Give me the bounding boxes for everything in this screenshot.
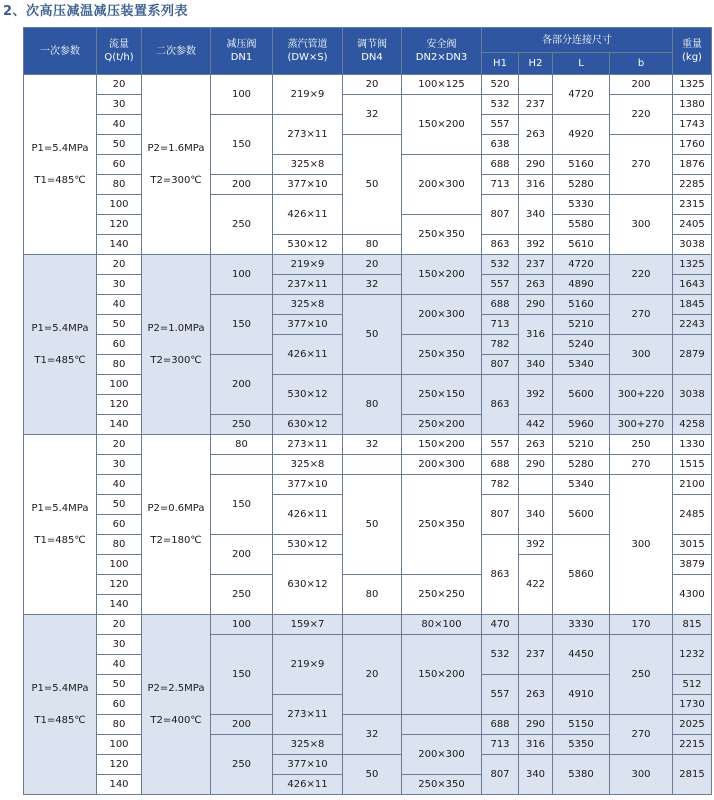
- secondary-params-cell: P2=0.6MPa T2=180℃: [142, 435, 211, 615]
- weight-cell: 3038: [673, 375, 712, 415]
- steam-cell: 273×11: [273, 115, 343, 155]
- dn1-cell: 250: [211, 415, 273, 435]
- h2-cell: 316: [519, 315, 553, 355]
- safety-cell: 250×250: [402, 575, 482, 615]
- b-cell: 200: [610, 75, 673, 95]
- table-row: [24, 715, 712, 735]
- flow-cell: 20: [97, 255, 142, 275]
- safety-cell: 250×350: [402, 215, 482, 255]
- h2-cell: 392: [519, 535, 553, 555]
- safety-cell: 200×300: [402, 155, 482, 215]
- b-cell: 300: [610, 195, 673, 255]
- l-cell: 5160: [553, 295, 610, 315]
- dn1-cell: 100: [211, 255, 273, 295]
- table-row: [24, 455, 712, 475]
- l-cell: 5150: [553, 715, 610, 735]
- h2-cell: 290: [519, 715, 553, 735]
- h1-cell: 807: [482, 355, 519, 375]
- flow-cell: 100: [97, 735, 142, 755]
- flow-cell: 40: [97, 295, 142, 315]
- table-row: [24, 275, 712, 295]
- h2-cell: 237: [519, 255, 553, 275]
- dn1-cell: 150: [211, 635, 273, 715]
- weight-cell: 512: [673, 675, 712, 695]
- table-row: [24, 635, 712, 655]
- h2-cell: 263: [519, 435, 553, 455]
- l-cell: 5600: [553, 495, 610, 535]
- weight-cell: 1845: [673, 295, 712, 315]
- weight-cell: 4258: [673, 415, 712, 435]
- l-cell: 3330: [553, 615, 610, 635]
- col-weight: 重量 (kg): [673, 28, 712, 75]
- table-body: [24, 75, 712, 795]
- h1-cell: 688: [482, 455, 519, 475]
- table-row: [24, 475, 712, 495]
- h1-cell: 557: [482, 675, 519, 715]
- dn1-cell: 200: [211, 175, 273, 195]
- safety-cell: 200×300: [402, 735, 482, 775]
- h1-cell: 807: [482, 495, 519, 535]
- b-cell: 220: [610, 255, 673, 295]
- dn4-cell: 80: [343, 575, 402, 615]
- col-dn4: 调节阀 DN4: [343, 28, 402, 75]
- weight-cell: 1330: [673, 435, 712, 455]
- l-cell: 5350: [553, 735, 610, 755]
- h2-cell: 316: [519, 175, 553, 195]
- h1-cell: 807: [482, 755, 519, 795]
- steam-cell: 630×12: [273, 415, 343, 435]
- l-cell: 5280: [553, 175, 610, 195]
- h1-cell: 532: [482, 635, 519, 675]
- weight-cell: 2815: [673, 755, 712, 795]
- l-cell: 5210: [553, 315, 610, 335]
- h2-cell: 392: [519, 235, 553, 255]
- safety-cell: 250×350: [402, 335, 482, 375]
- flow-cell: 60: [97, 515, 142, 535]
- weight-cell: 2879: [673, 335, 712, 375]
- l-cell: 4720: [553, 75, 610, 115]
- dn4-cell: 32: [343, 275, 402, 295]
- weight-cell: 2243: [673, 315, 712, 335]
- safety-cell: 250×200: [402, 415, 482, 435]
- h1-cell: 782: [482, 475, 519, 495]
- b-cell: 170: [610, 615, 673, 635]
- col-dims: 各部分连接尺寸: [482, 28, 673, 53]
- flow-cell: 50: [97, 135, 142, 155]
- weight-cell: 2485: [673, 495, 712, 535]
- h2-cell: 263: [519, 675, 553, 715]
- table-row: [24, 755, 712, 775]
- safety-cell: 150×200: [402, 435, 482, 455]
- safety-cell: 200×300: [402, 295, 482, 335]
- h1-cell: 688: [482, 295, 519, 315]
- dn4-cell: 20: [343, 75, 402, 95]
- dn4-cell: 50: [343, 475, 402, 575]
- h1-cell: 470: [482, 615, 519, 635]
- flow-cell: 140: [97, 595, 142, 615]
- primary-params-cell: P1=5.4MPa T1=485℃: [24, 435, 97, 615]
- l-cell: 5240: [553, 335, 610, 355]
- h1-cell: 688: [482, 155, 519, 175]
- steam-cell: 530×12: [273, 375, 343, 415]
- col-l: L: [553, 53, 610, 75]
- flow-cell: 80: [97, 355, 142, 375]
- dn4-cell: 32: [343, 95, 402, 135]
- flow-cell: 20: [97, 615, 142, 635]
- h2-cell: 290: [519, 295, 553, 315]
- safety-cell: 100×125: [402, 75, 482, 95]
- flow-cell: 140: [97, 235, 142, 255]
- safety-cell: 250×350: [402, 475, 482, 575]
- steam-cell: 325×8: [273, 295, 343, 315]
- flow-cell: 30: [97, 635, 142, 655]
- weight-cell: 1876: [673, 155, 712, 175]
- safety-cell: 150×200: [402, 95, 482, 155]
- secondary-params-cell: P2=1.0MPa T2=300℃: [142, 255, 211, 435]
- flow-cell: 60: [97, 155, 142, 175]
- dn1-cell: [211, 455, 273, 475]
- steam-cell: 273×11: [273, 695, 343, 735]
- b-cell: 300+270: [610, 415, 673, 435]
- flow-cell: 120: [97, 395, 142, 415]
- weight-cell: 1325: [673, 75, 712, 95]
- flow-cell: 50: [97, 315, 142, 335]
- weight-cell: 2025: [673, 715, 712, 735]
- dn4-cell: 50: [343, 135, 402, 235]
- dn4-cell: 20: [343, 635, 402, 715]
- dn4-cell: [343, 455, 402, 475]
- col-flow: 流量 Q(t/h): [97, 28, 142, 75]
- steam-cell: 530×12: [273, 235, 343, 255]
- weight-cell: 1380: [673, 95, 712, 115]
- h1-cell: 713: [482, 735, 519, 755]
- safety-cell: [402, 715, 482, 735]
- b-cell: 250: [610, 435, 673, 455]
- safety-cell: 250×150: [402, 375, 482, 415]
- l-cell: 4920: [553, 115, 610, 155]
- dn1-cell: 250: [211, 735, 273, 795]
- h2-cell: 263: [519, 115, 553, 155]
- dn4-cell: 32: [343, 715, 402, 755]
- secondary-params-cell: P2=2.5MPa T2=400℃: [142, 615, 211, 795]
- h1-cell: 557: [482, 435, 519, 455]
- dn4-cell: 80: [343, 375, 402, 435]
- weight-cell: 2315: [673, 195, 712, 215]
- h1-cell: 557: [482, 115, 519, 135]
- weight-cell: 1760: [673, 135, 712, 155]
- primary-params-cell: P1=5.4MPa T1=485℃: [24, 255, 97, 435]
- dn4-cell: 80: [343, 235, 402, 255]
- col-steam: 蒸汽管道 (DW×S): [273, 28, 343, 75]
- weight-cell: 3879: [673, 555, 712, 575]
- col-secondary: 二次参数: [142, 28, 211, 75]
- table-row: [24, 235, 712, 255]
- l-cell: 5600: [553, 375, 610, 415]
- h2-cell: 340: [519, 195, 553, 235]
- weight-cell: 2100: [673, 475, 712, 495]
- h2-cell: 340: [519, 755, 553, 795]
- l-cell: 5210: [553, 435, 610, 455]
- flow-cell: 30: [97, 275, 142, 295]
- flow-cell: 100: [97, 555, 142, 575]
- h2-cell: 392: [519, 375, 553, 415]
- flow-cell: 60: [97, 695, 142, 715]
- flow-cell: 30: [97, 95, 142, 115]
- steam-cell: 237×11: [273, 275, 343, 295]
- steam-cell: 273×11: [273, 435, 343, 455]
- h1-cell: 688: [482, 715, 519, 735]
- steam-cell: 377×10: [273, 755, 343, 775]
- col-h2: H2: [519, 53, 553, 75]
- h1-cell: 863: [482, 535, 519, 615]
- l-cell: 5860: [553, 535, 610, 615]
- h1-cell: 807: [482, 195, 519, 235]
- l-cell: 5580: [553, 215, 610, 235]
- primary-params-cell: P1=5.4MPa T1=485℃: [24, 75, 97, 255]
- h2-cell: 237: [519, 95, 553, 115]
- flow-cell: 100: [97, 195, 142, 215]
- safety-cell: 150×200: [402, 635, 482, 715]
- h1-cell: 532: [482, 95, 519, 115]
- flow-cell: 20: [97, 75, 142, 95]
- weight-cell: 2215: [673, 735, 712, 755]
- weight-cell: 1325: [673, 255, 712, 275]
- l-cell: 5380: [553, 755, 610, 795]
- h2-cell: 316: [519, 735, 553, 755]
- h1-cell: 782: [482, 335, 519, 355]
- safety-cell: 150×200: [402, 255, 482, 295]
- dn1-cell: 200: [211, 535, 273, 575]
- l-cell: 5340: [553, 355, 610, 375]
- steam-cell: 219×9: [273, 255, 343, 275]
- h1-cell: 520: [482, 75, 519, 95]
- flow-cell: 40: [97, 115, 142, 135]
- flow-cell: 120: [97, 755, 142, 775]
- safety-cell: 250×350: [402, 775, 482, 795]
- col-b: b: [610, 53, 673, 75]
- flow-cell: 40: [97, 475, 142, 495]
- l-cell: 5960: [553, 415, 610, 435]
- flow-cell: 60: [97, 335, 142, 355]
- flow-cell: 140: [97, 415, 142, 435]
- steam-cell: 325×8: [273, 735, 343, 755]
- h2-cell: [519, 75, 553, 95]
- weight-cell: 1515: [673, 455, 712, 475]
- h2-cell: 290: [519, 155, 553, 175]
- safety-cell: 200×300: [402, 455, 482, 475]
- weight-cell: 815: [673, 615, 712, 635]
- flow-cell: 50: [97, 675, 142, 695]
- b-cell: 220: [610, 95, 673, 135]
- flow-cell: 20: [97, 435, 142, 455]
- steam-cell: 377×10: [273, 315, 343, 335]
- flow-cell: 80: [97, 535, 142, 555]
- h1-cell: 863: [482, 375, 519, 435]
- h2-cell: 340: [519, 355, 553, 375]
- dn4-cell: 50: [343, 755, 402, 795]
- h1-cell: 713: [482, 315, 519, 335]
- weight-cell: 3015: [673, 535, 712, 555]
- dn1-cell: 100: [211, 615, 273, 635]
- steam-cell: 159×7: [273, 615, 343, 635]
- flow-cell: 140: [97, 775, 142, 795]
- steam-cell: 426×11: [273, 775, 343, 795]
- steam-cell: 325×8: [273, 455, 343, 475]
- h1-cell: 557: [482, 275, 519, 295]
- weight-cell: 1232: [673, 635, 712, 675]
- steam-cell: 630×12: [273, 555, 343, 615]
- l-cell: 4910: [553, 675, 610, 715]
- l-cell: 5610: [553, 235, 610, 255]
- steam-cell: 426×11: [273, 195, 343, 235]
- steam-cell: 426×11: [273, 335, 343, 375]
- steam-cell: 426×11: [273, 495, 343, 535]
- b-cell: 270: [610, 715, 673, 755]
- table-row: [24, 435, 712, 455]
- steam-cell: 325×8: [273, 155, 343, 175]
- b-cell: 300: [610, 475, 673, 615]
- dn1-cell: 200: [211, 715, 273, 735]
- dn4-cell: 50: [343, 295, 402, 375]
- steam-cell: 377×10: [273, 475, 343, 495]
- l-cell: 5340: [553, 475, 610, 495]
- flow-cell: 50: [97, 495, 142, 515]
- col-h1: H1: [482, 53, 519, 75]
- weight-cell: 4300: [673, 575, 712, 615]
- steam-cell: 219×9: [273, 75, 343, 115]
- h2-cell: 422: [519, 555, 553, 615]
- dn1-cell: 150: [211, 475, 273, 535]
- b-cell: 300: [610, 755, 673, 795]
- dn1-cell: 150: [211, 115, 273, 175]
- flow-cell: 80: [97, 715, 142, 735]
- b-cell: 270: [610, 455, 673, 475]
- b-cell: 250: [610, 635, 673, 715]
- h1-cell: 713: [482, 175, 519, 195]
- h2-cell: 263: [519, 275, 553, 295]
- table-row: [24, 375, 712, 395]
- h2-cell: [519, 475, 553, 495]
- l-cell: 4720: [553, 255, 610, 275]
- table-row: [24, 255, 712, 275]
- dn1-cell: 80: [211, 435, 273, 455]
- dn4-cell: 20: [343, 255, 402, 275]
- table-row: [24, 295, 712, 315]
- weight-cell: 1643: [673, 275, 712, 295]
- steam-cell: 377×10: [273, 175, 343, 195]
- weight-cell: 2405: [673, 215, 712, 235]
- h2-cell: 340: [519, 495, 553, 535]
- h2-cell: 237: [519, 635, 553, 675]
- table-row: [24, 615, 712, 635]
- col-dn1: 减压阀 DN1: [211, 28, 273, 75]
- safety-cell: 80×100: [402, 615, 482, 635]
- b-cell: 270: [610, 295, 673, 335]
- dn1-cell: 250: [211, 575, 273, 615]
- h2-cell: 290: [519, 455, 553, 475]
- dn4-cell: [343, 615, 402, 635]
- l-cell: 4450: [553, 635, 610, 675]
- h1-cell: 532: [482, 255, 519, 275]
- dn1-cell: 200: [211, 355, 273, 415]
- flow-cell: 120: [97, 215, 142, 235]
- flow-cell: 80: [97, 175, 142, 195]
- weight-cell: 2285: [673, 175, 712, 195]
- weight-cell: 3038: [673, 235, 712, 255]
- weight-cell: 1730: [673, 695, 712, 715]
- h1-cell: 638: [482, 135, 519, 155]
- series-table: [23, 27, 712, 795]
- l-cell: 5280: [553, 455, 610, 475]
- steam-cell: 530×12: [273, 535, 343, 555]
- flow-cell: 40: [97, 655, 142, 675]
- table-header: [24, 28, 712, 75]
- l-cell: 4890: [553, 275, 610, 295]
- flow-cell: 100: [97, 375, 142, 395]
- dn1-cell: 150: [211, 295, 273, 355]
- l-cell: 5330: [553, 195, 610, 215]
- primary-params-cell: P1=5.4MPa T1=485℃: [24, 615, 97, 795]
- col-primary: 一次参数: [24, 28, 97, 75]
- weight-cell: 1743: [673, 115, 712, 135]
- b-cell: 300+220: [610, 375, 673, 415]
- table-row: [24, 75, 712, 95]
- page-title: 2、次高压减温减压装置系列表: [3, 4, 189, 19]
- h2-cell: 442: [519, 415, 553, 435]
- l-cell: 5160: [553, 155, 610, 175]
- flow-cell: 120: [97, 575, 142, 595]
- steam-cell: 219×9: [273, 635, 343, 695]
- dn1-cell: 100: [211, 75, 273, 115]
- col-safety: 安全阀 DN2×DN3: [402, 28, 482, 75]
- b-cell: 300: [610, 335, 673, 375]
- h2-cell: [519, 615, 553, 635]
- h1-cell: 863: [482, 235, 519, 255]
- secondary-params-cell: P2=1.6MPa T2=300℃: [142, 75, 211, 255]
- flow-cell: 30: [97, 455, 142, 475]
- dn4-cell: 32: [343, 435, 402, 455]
- dn1-cell: 250: [211, 195, 273, 255]
- b-cell: 270: [610, 135, 673, 195]
